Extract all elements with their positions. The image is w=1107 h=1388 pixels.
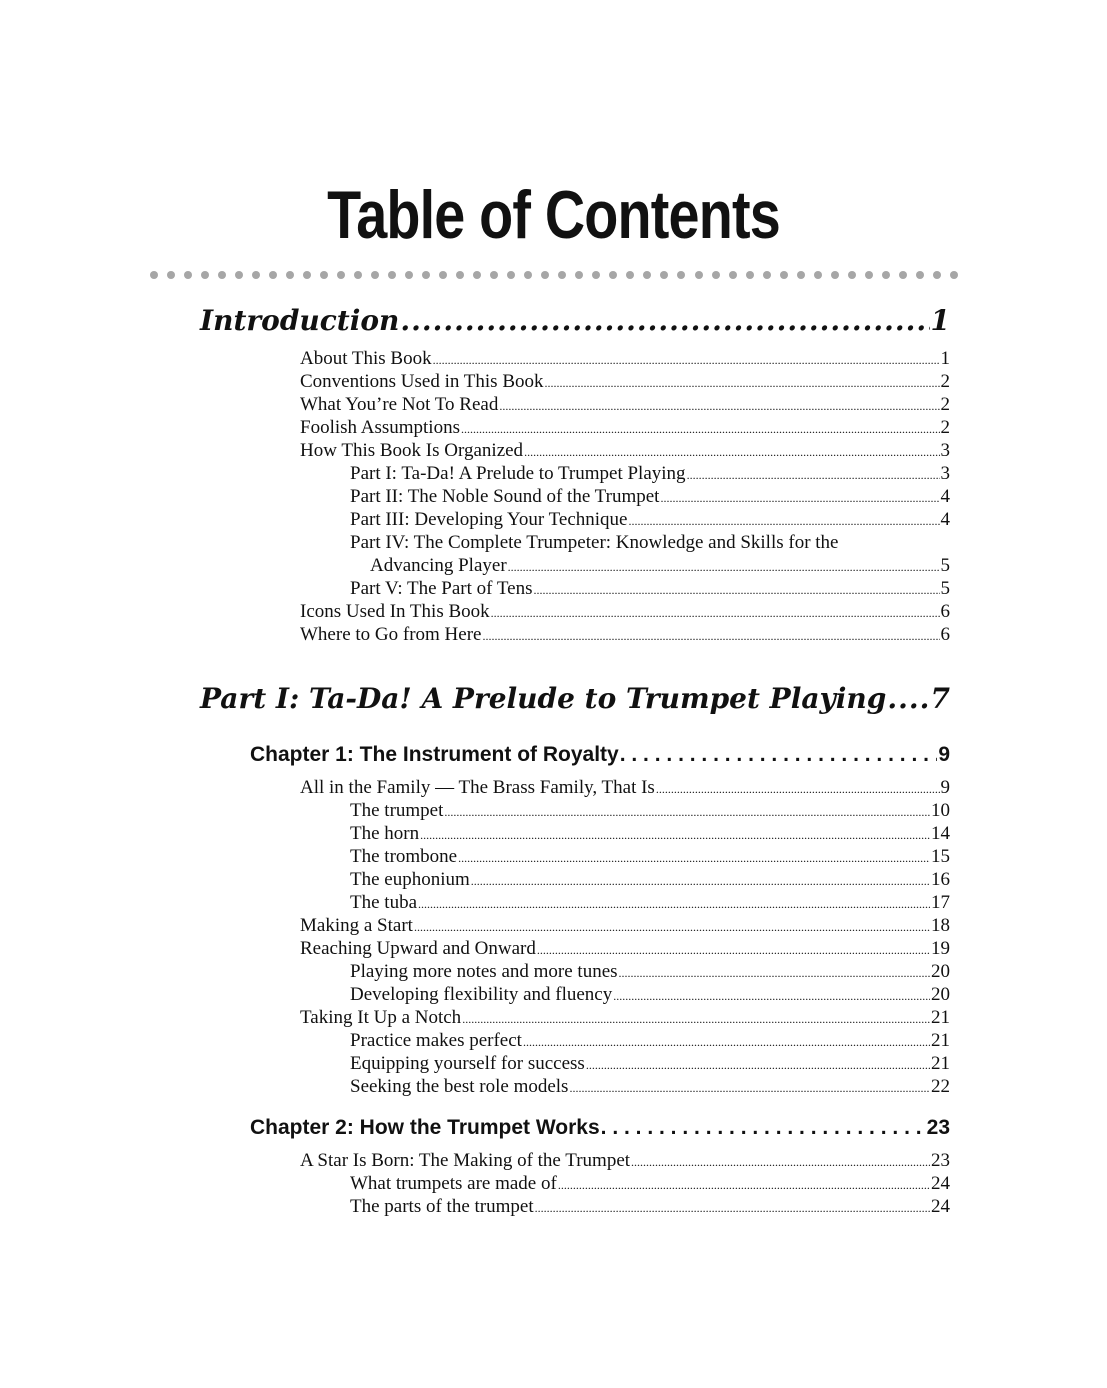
toc-entry-label: About This Book [300,348,432,369]
toc-chapter-1[interactable] [250,743,950,767]
toc-page-number: 14 [931,823,950,844]
toc-entry-label: Making a Start [300,915,413,936]
dot-leader [601,1116,926,1140]
toc-page-number: 6 [940,601,950,622]
toc-subentry[interactable] [350,578,950,600]
toc-page-number: 2 [940,417,950,438]
toc-entry-label: The tuba [350,892,418,913]
toc-entry-label: Part III: Developing Your Technique [350,509,628,530]
toc-page-number: 7 [930,682,950,715]
dot-leader [619,961,930,983]
dot-leader [524,440,939,462]
dot-leader [444,800,930,822]
toc-entry[interactable] [300,624,950,646]
dot-leader [458,846,930,868]
toc-entry[interactable] [300,371,950,393]
dot-leader [687,463,940,485]
toc-entry-label: The horn [350,823,420,844]
dot-leader [628,509,939,531]
toc-page-number: 23 [931,1150,950,1171]
toc-page-number: 19 [931,938,950,959]
toc-subentry-continuation[interactable] [370,555,950,577]
toc-page-number: 9 [940,777,950,798]
toc-entry[interactable] [300,938,950,960]
toc-entry-label: How This Book Is Organized [300,440,524,461]
toc-subentry[interactable] [350,509,950,531]
toc-entry-label: Where to Go from Here [300,624,482,645]
toc-entry-label: Taking It Up a Notch [300,1007,462,1028]
toc-entry-label: What You’re Not To Read [300,394,499,415]
toc-page-number: 21 [931,1007,950,1028]
toc-entry-label: The euphonium [350,869,470,890]
toc-entry-label: Conventions Used in This Book [300,371,544,392]
toc-page-number: 5 [940,555,950,576]
toc-subentry[interactable] [350,984,950,1006]
dot-leader [461,417,940,439]
dot-leader [656,777,940,799]
dotted-divider [150,270,958,280]
toc-subentry[interactable] [350,846,950,868]
toc-page-number: 4 [940,486,950,507]
toc-entry-label: Playing more notes and more tunes [350,961,618,982]
toc-entry-label: What trumpets are made of [350,1173,557,1194]
dot-leader [545,371,940,393]
toc-page-number: 1 [930,304,950,337]
toc-entry-label: Developing flexibility and fluency [350,984,613,1005]
toc-entry[interactable] [300,777,950,799]
toc-page-number: 17 [931,892,950,913]
dot-leader [499,394,939,416]
toc-page-number: 24 [931,1196,950,1217]
toc-entry-label: Seeking the best role models [350,1076,569,1097]
toc-page-number: 18 [931,915,950,936]
toc-entry[interactable] [300,394,950,416]
toc-subentry[interactable] [350,1196,950,1218]
dot-leader [558,1173,930,1195]
toc-heading-introduction[interactable] [200,304,950,337]
toc-heading-label: Introduction [200,304,400,337]
dot-leader [620,743,938,767]
toc-chapter-label: Chapter 1: The Instrument of Royalty [250,743,619,766]
toc-subentry[interactable] [350,486,950,508]
toc-entry-label: Part I: Ta-Da! A Prelude to Trumpet Playing [350,463,686,484]
toc-subentry[interactable] [350,1053,950,1075]
dot-leader [534,578,940,600]
toc-entry[interactable] [300,1150,950,1172]
toc-page-number: 1 [940,348,950,369]
toc-page-number: 20 [931,984,950,1005]
toc-page-number: 5 [940,578,950,599]
dot-leader [535,1196,930,1218]
dot-leader [631,1150,930,1172]
toc-heading-part-1[interactable] [200,682,950,715]
dot-leader [400,304,929,337]
toc-page-number: 21 [931,1053,950,1074]
toc-entry-label: Icons Used In This Book [300,601,490,622]
toc-page-number: 22 [931,1076,950,1097]
toc-page-number: 15 [931,846,950,867]
toc-entry-label: The trumpet [350,800,444,821]
toc-entry-label: Equipping yourself for success [350,1053,585,1074]
toc-entry-label: Practice makes perfect [350,1030,522,1051]
dot-leader [660,486,939,508]
toc-entry[interactable] [300,601,950,623]
toc-entry-label: A Star Is Born: The Making of the Trumpet [300,1150,631,1171]
dot-leader [462,1007,930,1029]
toc-page-number: 2 [940,394,950,415]
toc-subentry[interactable] [350,869,950,891]
dot-leader [414,915,930,937]
dot-leader [433,348,940,370]
toc-page-number: 3 [940,463,950,484]
toc-page-number: 21 [931,1030,950,1051]
toc-subentry[interactable] [350,463,950,485]
dot-leader [508,555,940,577]
toc-subentry[interactable] [350,961,950,983]
toc-subentry[interactable] [350,800,950,822]
toc-entry-label: Advancing Player [370,555,507,576]
toc-entry-label: Part II: The Noble Sound of the Trumpet [350,486,660,507]
toc-subentry-label-line1[interactable]: Part IV: The Complete Trumpeter: Knowledge and Skills for the [350,532,839,553]
toc-chapter-2[interactable] [250,1116,950,1140]
toc-entry[interactable] [300,417,950,439]
toc-chapter-label: Chapter 2: How the Trumpet Works [250,1116,600,1139]
dot-leader [523,1030,930,1052]
toc-page-number: 20 [931,961,950,982]
toc-subentry[interactable] [350,892,950,914]
dot-leader [471,869,930,891]
toc-subentry[interactable] [350,1173,950,1195]
toc-entry[interactable] [300,440,950,462]
toc-page-number: 16 [931,869,950,890]
toc-entry-label: Reaching Upward and Onward [300,938,536,959]
toc-entry-label: Part V: The Part of Tens [350,578,533,599]
toc-page-number: 24 [931,1173,950,1194]
toc-entry[interactable] [300,348,950,370]
toc-subentry[interactable] [350,823,950,845]
toc-page-number: 6 [940,624,950,645]
dot-leader [491,601,940,623]
dot-leader [569,1076,930,1098]
dot-leader [537,938,930,960]
toc-page-number: 2 [940,371,950,392]
toc-entry-label: The trombone [350,846,458,867]
toc-entry[interactable] [300,1007,950,1029]
dot-leader [418,892,930,914]
page-title: Table of Contents [327,177,780,253]
dot-leader [613,984,930,1006]
toc-page-number: 9 [938,743,950,766]
toc-entry-label: Foolish Assumptions [300,417,460,438]
dot-leader [420,823,930,845]
toc-subentry[interactable] [350,1076,950,1098]
dot-leader [586,1053,930,1075]
toc-subentry[interactable] [350,1030,950,1052]
toc-page-number: 4 [940,509,950,530]
dot-leader [887,682,929,715]
toc-page-number: 3 [940,440,950,461]
toc-page-number: 10 [931,800,950,821]
dot-leader [482,624,939,646]
toc-entry-label: All in the Family — The Brass Family, That Is [300,777,655,798]
toc-entry-label: The parts of the trumpet [350,1196,534,1217]
toc-heading-label: Part I: Ta-Da! A Prelude to Trumpet Playing [200,682,887,715]
toc-entry[interactable] [300,915,950,937]
toc-page-number: 23 [926,1116,950,1139]
